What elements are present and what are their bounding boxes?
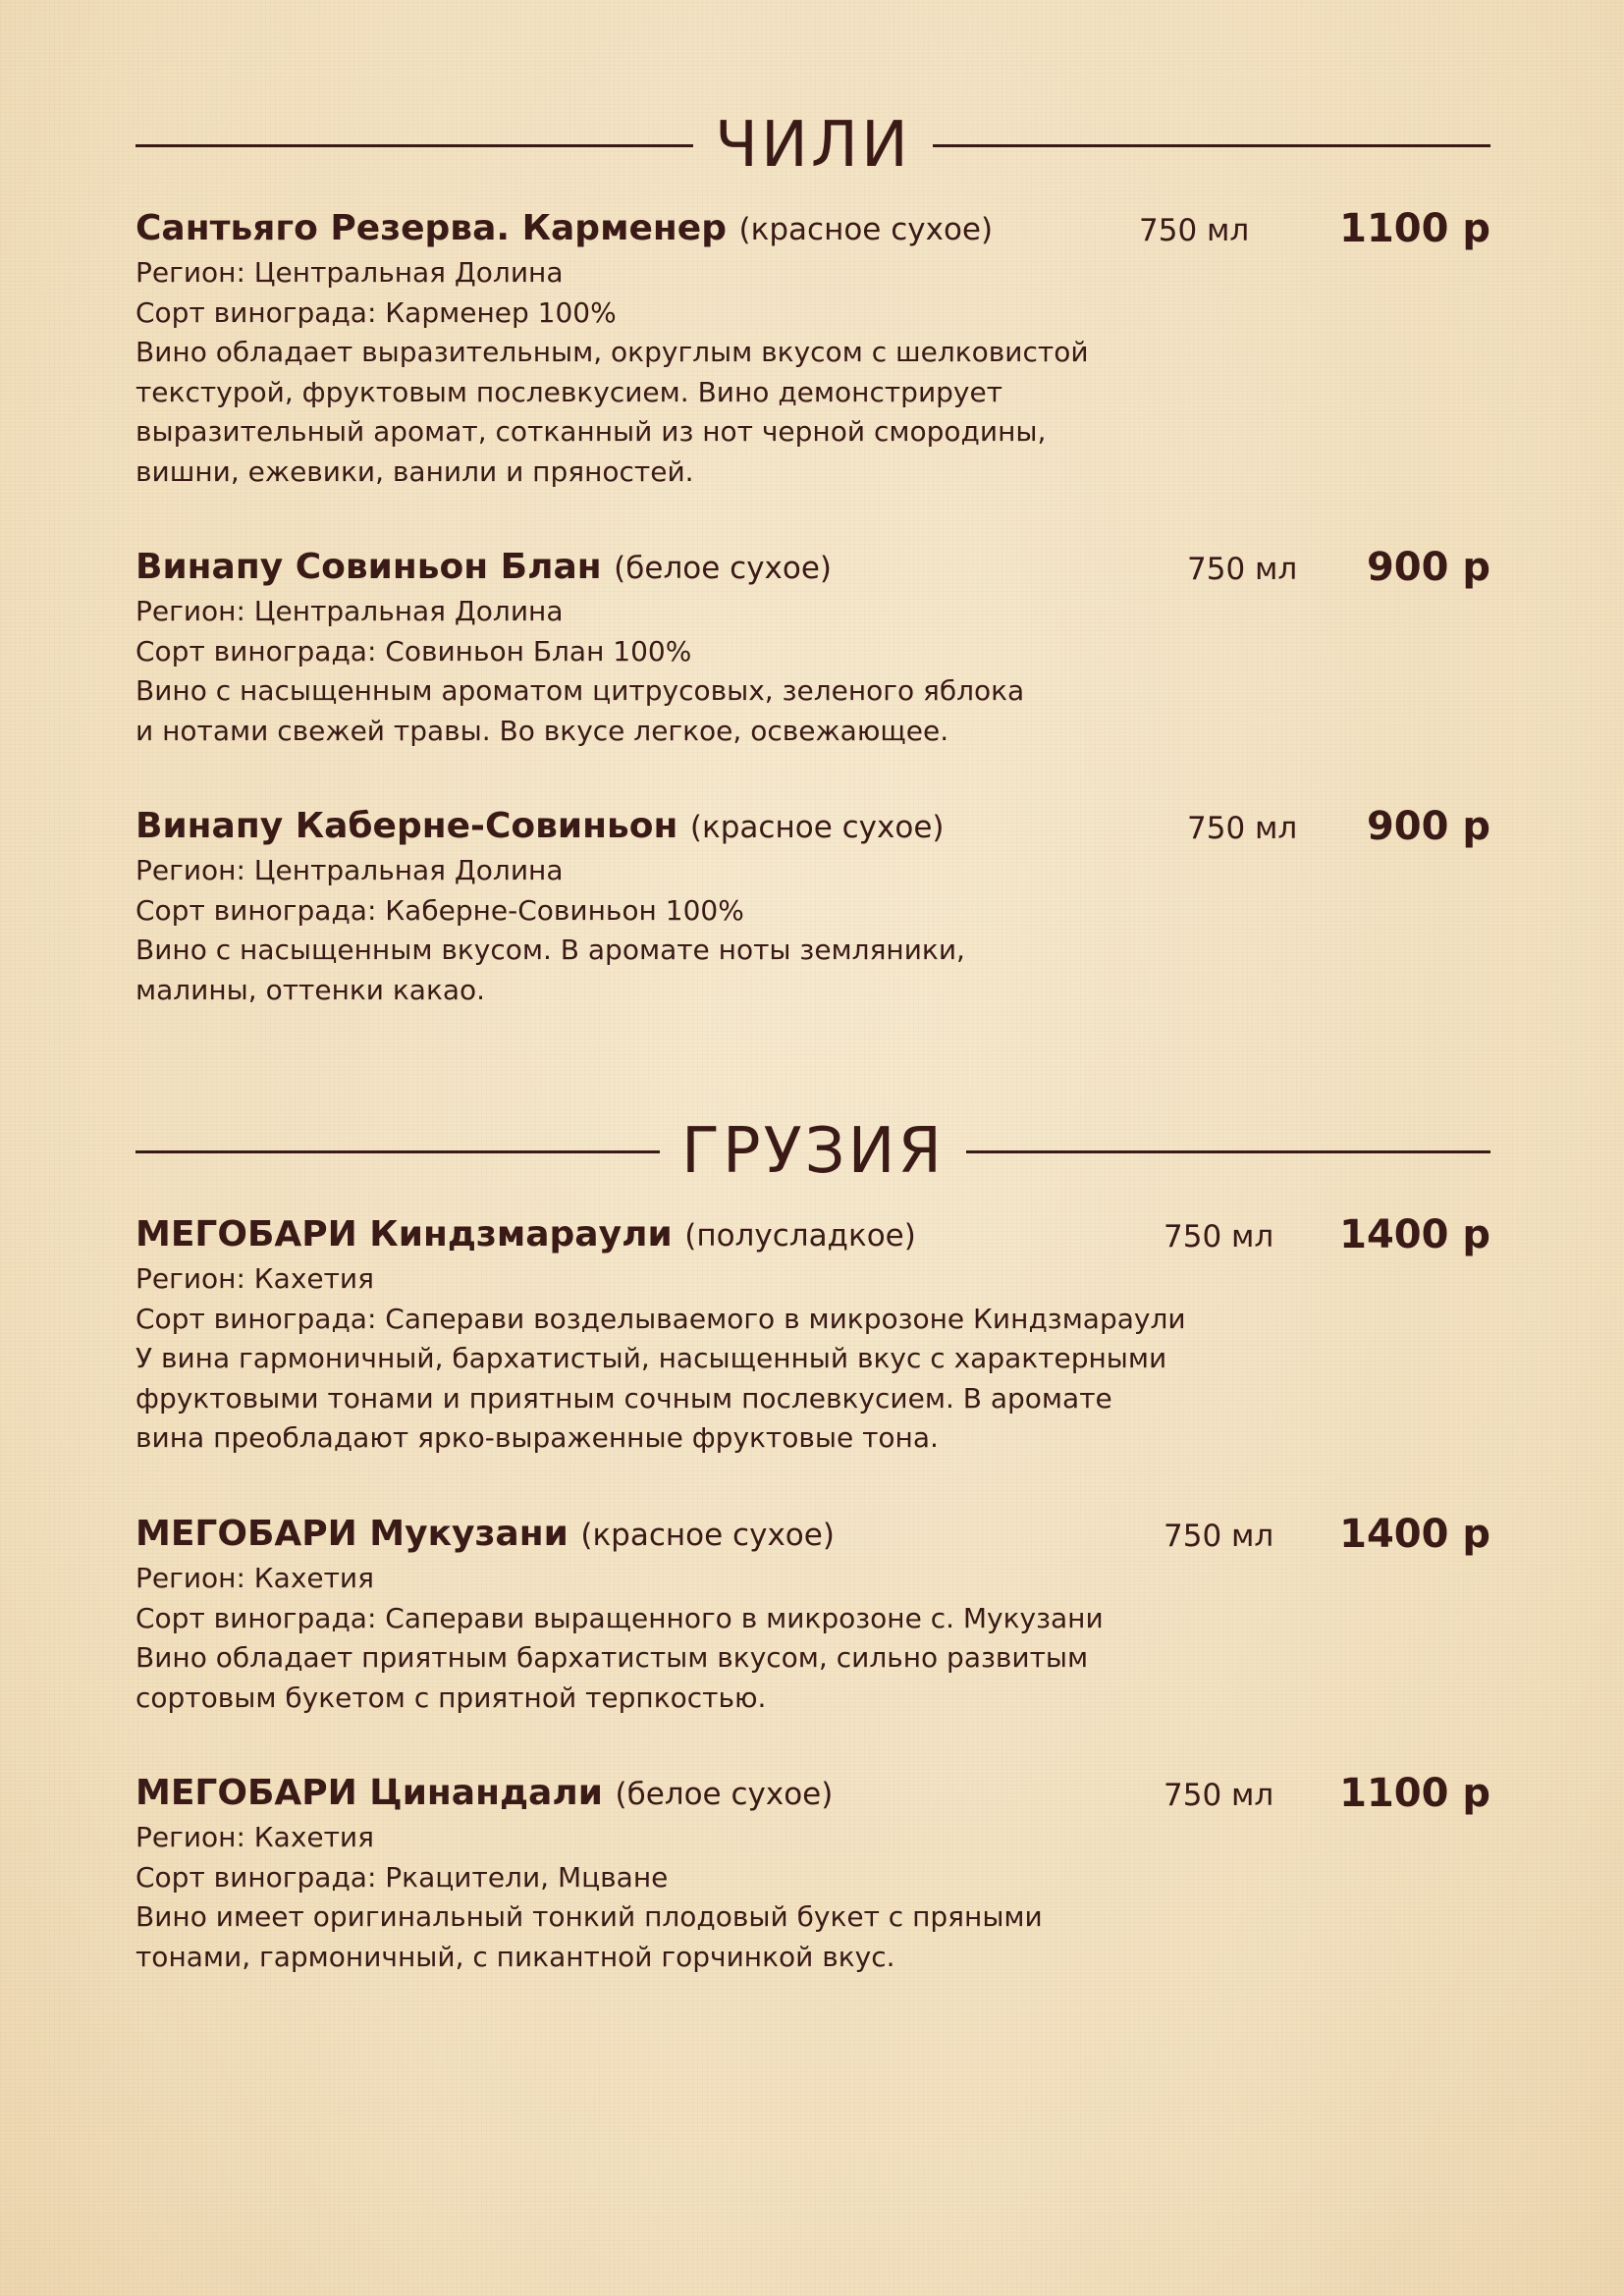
wine-description: фруктовыми тонами и приятным сочным послевкусием. В аромате bbox=[135, 1381, 1112, 1415]
wine-description: и нотами свежей травы. Во вкусе легкое, освежающее. bbox=[135, 714, 949, 747]
wine-description: У вина гармоничный, бархатистый, насыщенный вкус с характерными bbox=[135, 1342, 1167, 1374]
wine-volume: 750 мл bbox=[1139, 213, 1250, 248]
wine-volume: 750 мл bbox=[1187, 552, 1298, 587]
wine-grape: Сорт винограда: Ркацители, Мцване bbox=[135, 1860, 669, 1894]
wine-region: Регион: Кахетия bbox=[135, 1262, 374, 1295]
wine-item bbox=[135, 1210, 1490, 1459]
section-title: ГРУЗИЯ bbox=[681, 1115, 945, 1188]
wine-grape: Сорт винограда: Совиньон Блан 100% bbox=[135, 634, 692, 667]
wine-grape: Сорт винограда: Саперави возделываемого в микрозоне Киндзмараули bbox=[135, 1302, 1186, 1335]
divider-line bbox=[933, 144, 1490, 147]
wine-description: Вино с насыщенным вкусом. В аромате ноты земляники, bbox=[135, 934, 965, 966]
wine-item bbox=[135, 1510, 1490, 1718]
wine-region: Регион: Центральная Долина bbox=[135, 854, 564, 886]
wine-description: малины, оттенки какао. bbox=[135, 973, 486, 1006]
wine-region: Регион: Кахетия bbox=[135, 1821, 374, 1853]
wine-description: Вино обладает приятным бархатистым вкусом, сильно развитым bbox=[135, 1641, 1089, 1674]
section-header-chile bbox=[135, 109, 1490, 182]
wine-type: (красное сухое) bbox=[689, 810, 945, 845]
wine-name: Винапу Совиньон Блан (белое сухое) bbox=[135, 547, 833, 587]
wine-price: 900 р bbox=[1366, 804, 1490, 849]
divider-line bbox=[135, 144, 693, 147]
wine-region: Регион: Центральная Долина bbox=[135, 595, 564, 627]
wine-price: 1100 р bbox=[1339, 206, 1490, 251]
wine-description: Вино обладает выразительным, округлым вкусом с шелковистой bbox=[135, 336, 1089, 368]
wine-price: 900 р bbox=[1366, 545, 1490, 590]
wine-volume: 750 мл bbox=[1164, 1778, 1274, 1813]
wine-type: (красное сухое) bbox=[580, 1518, 835, 1553]
wine-name: МЕГОБАРИ Мукузани (красное сухое) bbox=[135, 1514, 835, 1554]
wine-type: (белое сухое) bbox=[615, 1777, 834, 1812]
wine-name: МЕГОБАРИ Цинандали (белое сухое) bbox=[135, 1773, 834, 1813]
wine-name: Винапу Каберне-Совиньон (красное сухое) bbox=[135, 806, 945, 846]
section-header-georgia bbox=[135, 1115, 1490, 1188]
wine-price: 1100 р bbox=[1339, 1771, 1490, 1816]
wine-description: Вино имеет оригинальный тонкий плодовый букет с пряными bbox=[135, 1900, 1043, 1933]
wine-description: вишни, ежевики, ванили и пряностей. bbox=[135, 454, 694, 488]
wine-description: вина преобладают ярко-выраженные фруктовые тона. bbox=[135, 1421, 939, 1454]
wine-name: Сантьяго Резерва. Карменер (красное сухое) bbox=[135, 208, 994, 248]
divider-line bbox=[135, 1150, 660, 1153]
wine-volume: 750 мл bbox=[1187, 811, 1298, 846]
wine-type: (красное сухое) bbox=[738, 212, 994, 247]
wine-item bbox=[135, 543, 1490, 751]
wine-description: тонами, гармоничный, с пикантной горчинкой вкус. bbox=[135, 1940, 895, 1973]
wine-item bbox=[135, 204, 1490, 492]
divider-line bbox=[966, 1150, 1490, 1153]
wine-grape: Сорт винограда: Каберне-Совиньон 100% bbox=[135, 893, 744, 927]
wine-grape: Сорт винограда: Карменер 100% bbox=[135, 295, 617, 329]
wine-price: 1400 р bbox=[1339, 1512, 1490, 1557]
wine-region: Регион: Кахетия bbox=[135, 1562, 374, 1594]
wine-volume: 750 мл bbox=[1164, 1519, 1274, 1554]
wine-volume: 750 мл bbox=[1164, 1219, 1274, 1255]
wine-type: (белое сухое) bbox=[614, 551, 833, 586]
wine-description: выразительный аромат, сотканный из нот черной смородины, bbox=[135, 415, 1047, 448]
wine-grape: Сорт винограда: Саперави выращенного в микрозоне с. Мукузани bbox=[135, 1601, 1104, 1634]
wine-description: Вино с насыщенным ароматом цитрусовых, зеленого яблока bbox=[135, 674, 1025, 707]
section-title: ЧИЛИ bbox=[715, 109, 911, 182]
wine-item bbox=[135, 1769, 1490, 1977]
wine-description: сортовым букетом с приятной терпкостью. bbox=[135, 1681, 767, 1714]
wine-region: Регион: Центральная Долина bbox=[135, 256, 564, 289]
wine-price: 1400 р bbox=[1339, 1212, 1490, 1257]
wine-type: (полусладкое) bbox=[684, 1218, 916, 1254]
wine-item bbox=[135, 802, 1490, 1010]
wine-description: текстурой, фруктовым послевкусием. Вино демонстрирует bbox=[135, 375, 1003, 408]
wine-name: МЕГОБАРИ Киндзмараули (полусладкое) bbox=[135, 1214, 916, 1255]
